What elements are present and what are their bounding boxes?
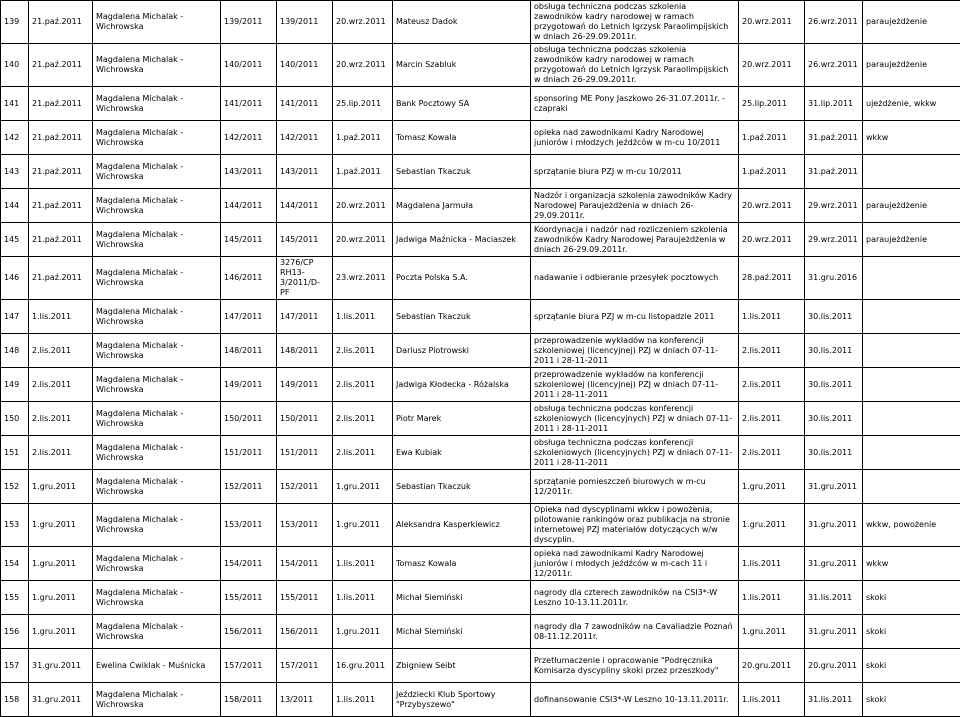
table-row bbox=[1, 470, 960, 504]
row-number-cell: 156 bbox=[1, 615, 29, 649]
valid-from-cell: 1.gru.2011 bbox=[739, 504, 805, 547]
contractor-cell: Mateusz Dadok bbox=[393, 1, 531, 44]
valid-from-cell: 1.gru.2011 bbox=[739, 470, 805, 504]
row-number-cell: 158 bbox=[1, 683, 29, 717]
valid-to-cell: 31.gru.2011 bbox=[805, 470, 863, 504]
document-number-cell: 153/2011 bbox=[277, 504, 333, 547]
subject-cell: Nadzór i organizacja szkolenia zawodników Kadry Narodowej Paraujeżdżenia w dniach 26-29.09.2011r. bbox=[531, 189, 739, 223]
document-date-cell: 1.paź.2011 bbox=[333, 121, 393, 155]
registered-by-cell: Magdalena Michalak - Wichrowska bbox=[93, 87, 221, 121]
valid-to-cell: 29.wrz.2011 bbox=[805, 223, 863, 257]
register-number-cell: 154/2011 bbox=[221, 547, 277, 581]
valid-to-cell: 30.lis.2011 bbox=[805, 334, 863, 368]
registered-by-cell: Ewelina Ćwiklak - Muśnicka bbox=[93, 649, 221, 683]
register-number-cell: 150/2011 bbox=[221, 402, 277, 436]
discipline-cell: skoki bbox=[863, 683, 960, 717]
subject-cell: przeprowadzenie wykładów na konferencji szkoleniowej (licencyjnej) PZJ w dniach 07-11-2011 i 28-11-2011 bbox=[531, 334, 739, 368]
valid-to-cell: 26.wrz.2011 bbox=[805, 1, 863, 44]
document-number-cell: 156/2011 bbox=[277, 615, 333, 649]
registered-by-cell: Magdalena Michalak - Wichrowska bbox=[93, 1, 221, 44]
table-row bbox=[1, 121, 960, 155]
valid-from-cell: 20.wrz.2011 bbox=[739, 1, 805, 44]
contractor-cell: Sebastian Tkaczuk bbox=[393, 155, 531, 189]
row-number-cell: 147 bbox=[1, 300, 29, 334]
row-number-cell: 144 bbox=[1, 189, 29, 223]
valid-to-cell: 31.paź.2011 bbox=[805, 121, 863, 155]
contractor-cell: Tomasz Kowala bbox=[393, 547, 531, 581]
valid-from-cell: 1.lis.2011 bbox=[739, 581, 805, 615]
registered-by-cell: Magdalena Michalak - Wichrowska bbox=[93, 470, 221, 504]
document-number-cell: 3276/CP RH13-3/2011/D-PF bbox=[277, 257, 333, 300]
row-number-cell: 148 bbox=[1, 334, 29, 368]
subject-cell: nadawanie i odbieranie przesyłek pocztowych bbox=[531, 257, 739, 300]
document-number-cell: 150/2011 bbox=[277, 402, 333, 436]
contractor-cell: Jeździecki Klub Sportowy "Przybyszewo" bbox=[393, 683, 531, 717]
document-number-cell: 151/2011 bbox=[277, 436, 333, 470]
valid-from-cell: 20.wrz.2011 bbox=[739, 44, 805, 87]
registered-by-cell: Magdalena Michalak - Wichrowska bbox=[93, 257, 221, 300]
valid-to-cell: 30.lis.2011 bbox=[805, 368, 863, 402]
row-number-cell: 143 bbox=[1, 155, 29, 189]
register-number-cell: 155/2011 bbox=[221, 581, 277, 615]
document-number-cell: 145/2011 bbox=[277, 223, 333, 257]
valid-from-cell: 20.wrz.2011 bbox=[739, 223, 805, 257]
valid-to-cell: 31.gru.2011 bbox=[805, 615, 863, 649]
discipline-cell: wkkw, powożenie bbox=[863, 504, 960, 547]
row-number-cell: 153 bbox=[1, 504, 29, 547]
discipline-cell: skoki bbox=[863, 581, 960, 615]
document-date-cell: 20.wrz.2011 bbox=[333, 223, 393, 257]
valid-to-cell: 30.lis.2011 bbox=[805, 300, 863, 334]
subject-cell: sprzątanie pomieszczeń biurowych w m-cu 12/2011r. bbox=[531, 470, 739, 504]
row-number-cell: 151 bbox=[1, 436, 29, 470]
register-number-cell: 146/2011 bbox=[221, 257, 277, 300]
document-number-cell: 140/2011 bbox=[277, 44, 333, 87]
valid-from-cell: 1.paź.2011 bbox=[739, 121, 805, 155]
register-number-cell: 147/2011 bbox=[221, 300, 277, 334]
entry-date-cell: 21.paź.2011 bbox=[29, 155, 93, 189]
table-row bbox=[1, 300, 960, 334]
valid-from-cell: 25.lip.2011 bbox=[739, 87, 805, 121]
valid-to-cell: 31.paź.2011 bbox=[805, 155, 863, 189]
register-number-cell: 158/2011 bbox=[221, 683, 277, 717]
valid-from-cell: 2.lis.2011 bbox=[739, 368, 805, 402]
contractor-cell: Dariusz Piotrowski bbox=[393, 334, 531, 368]
entry-date-cell: 21.paź.2011 bbox=[29, 189, 93, 223]
register-number-cell: 153/2011 bbox=[221, 504, 277, 547]
register-number-cell: 156/2011 bbox=[221, 615, 277, 649]
table-row bbox=[1, 44, 960, 87]
table-body bbox=[1, 1, 960, 717]
entry-date-cell: 1.lis.2011 bbox=[29, 300, 93, 334]
valid-to-cell: 31.gru.2011 bbox=[805, 504, 863, 547]
register-number-cell: 145/2011 bbox=[221, 223, 277, 257]
discipline-cell bbox=[863, 257, 960, 300]
discipline-cell: skoki bbox=[863, 649, 960, 683]
valid-to-cell: 31.lip.2011 bbox=[805, 87, 863, 121]
table-row bbox=[1, 615, 960, 649]
table-row bbox=[1, 504, 960, 547]
row-number-cell: 146 bbox=[1, 257, 29, 300]
document-number-cell: 141/2011 bbox=[277, 87, 333, 121]
registered-by-cell: Magdalena Michalak - Wichrowska bbox=[93, 44, 221, 87]
document-date-cell: 1.gru.2011 bbox=[333, 615, 393, 649]
subject-cell: sprzątanie biura PZJ w m-cu 10/2011 bbox=[531, 155, 739, 189]
contractor-cell: Sebastian Tkaczuk bbox=[393, 470, 531, 504]
table-row bbox=[1, 334, 960, 368]
register-number-cell: 139/2011 bbox=[221, 1, 277, 44]
subject-cell: Przetłumaczenie i opracowanie "Podręcznika Komisarza dyscypliny skoki przez przeszkody" bbox=[531, 649, 739, 683]
valid-from-cell: 20.wrz.2011 bbox=[739, 189, 805, 223]
register-number-cell: 157/2011 bbox=[221, 649, 277, 683]
document-date-cell: 20.wrz.2011 bbox=[333, 189, 393, 223]
document-date-cell: 1.gru.2011 bbox=[333, 470, 393, 504]
subject-cell: nagrody dla 7 zawodników na Cavaliadzie Poznań 08-11.12.2011r. bbox=[531, 615, 739, 649]
registered-by-cell: Magdalena Michalak - Wichrowska bbox=[93, 402, 221, 436]
registered-by-cell: Magdalena Michalak - Wichrowska bbox=[93, 223, 221, 257]
register-number-cell: 144/2011 bbox=[221, 189, 277, 223]
registered-by-cell: Magdalena Michalak - Wichrowska bbox=[93, 334, 221, 368]
entry-date-cell: 2.lis.2011 bbox=[29, 402, 93, 436]
document-number-cell: 139/2011 bbox=[277, 1, 333, 44]
contractor-cell: Zbigniew Seibt bbox=[393, 649, 531, 683]
registered-by-cell: Magdalena Michalak - Wichrowska bbox=[93, 683, 221, 717]
register-number-cell: 152/2011 bbox=[221, 470, 277, 504]
subject-cell: obsługa techniczna podczas konferencji szkoleniowych (licencyjnych) PZJ w dniach 07-11-2011 i 28-11-2011 bbox=[531, 402, 739, 436]
discipline-cell bbox=[863, 300, 960, 334]
row-number-cell: 155 bbox=[1, 581, 29, 615]
table-row bbox=[1, 257, 960, 300]
row-number-cell: 149 bbox=[1, 368, 29, 402]
registered-by-cell: Magdalena Michalak - Wichrowska bbox=[93, 368, 221, 402]
document-date-cell: 23.wrz.2011 bbox=[333, 257, 393, 300]
document-date-cell: 1.paź.2011 bbox=[333, 155, 393, 189]
contractor-cell: Ewa Kubiak bbox=[393, 436, 531, 470]
subject-cell: opieka nad zawodnikami Kadry Narodowej juniorów i młodych jeźdźców w m-cach 11 i 12/2011r. bbox=[531, 547, 739, 581]
valid-from-cell: 2.lis.2011 bbox=[739, 402, 805, 436]
row-number-cell: 157 bbox=[1, 649, 29, 683]
table-row bbox=[1, 87, 960, 121]
valid-to-cell: 31.lis.2011 bbox=[805, 683, 863, 717]
valid-to-cell: 26.wrz.2011 bbox=[805, 44, 863, 87]
contractor-cell: Michał Siemiński bbox=[393, 581, 531, 615]
valid-to-cell: 31.gru.2011 bbox=[805, 547, 863, 581]
registered-by-cell: Magdalena Michalak - Wichrowska bbox=[93, 581, 221, 615]
table-row bbox=[1, 547, 960, 581]
row-number-cell: 154 bbox=[1, 547, 29, 581]
contractor-cell: Magdalena Jarmuła bbox=[393, 189, 531, 223]
document-date-cell: 16.gru.2011 bbox=[333, 649, 393, 683]
valid-from-cell: 1.lis.2011 bbox=[739, 300, 805, 334]
valid-from-cell: 1.lis.2011 bbox=[739, 683, 805, 717]
document-number-cell: 144/2011 bbox=[277, 189, 333, 223]
entry-date-cell: 31.gru.2011 bbox=[29, 649, 93, 683]
table-row bbox=[1, 368, 960, 402]
table-row bbox=[1, 1, 960, 44]
entry-date-cell: 1.gru.2011 bbox=[29, 547, 93, 581]
valid-to-cell: 29.wrz.2011 bbox=[805, 189, 863, 223]
contractor-cell: Jadwiga Maźnicka - Maciaszek bbox=[393, 223, 531, 257]
contractor-cell: Marcin Szabluk bbox=[393, 44, 531, 87]
entry-date-cell: 2.lis.2011 bbox=[29, 334, 93, 368]
document-number-cell: 143/2011 bbox=[277, 155, 333, 189]
document-date-cell: 2.lis.2011 bbox=[333, 368, 393, 402]
subject-cell: Koordynacja i nadzór nad rozliczeniem szkolenia zawodników Kadry Narodowej Paraujeżdżenia w dniach 26-29.09.2011r. bbox=[531, 223, 739, 257]
document-date-cell: 2.lis.2011 bbox=[333, 436, 393, 470]
table-row bbox=[1, 155, 960, 189]
registered-by-cell: Magdalena Michalak - Wichrowska bbox=[93, 436, 221, 470]
row-number-cell: 150 bbox=[1, 402, 29, 436]
table-row bbox=[1, 436, 960, 470]
valid-from-cell: 2.lis.2011 bbox=[739, 334, 805, 368]
subject-cell: obsługa techniczna podczas konferencji szkoleniowych (licencyjnych) PZJ w dniach 07-11-2011 i 28-11-2011 bbox=[531, 436, 739, 470]
registered-by-cell: Magdalena Michalak - Wichrowska bbox=[93, 504, 221, 547]
document-number-cell: 142/2011 bbox=[277, 121, 333, 155]
entry-date-cell: 1.gru.2011 bbox=[29, 470, 93, 504]
registered-by-cell: Magdalena Michalak - Wichrowska bbox=[93, 300, 221, 334]
subject-cell: dofinansowanie CSI3*-W Leszno 10-13.11.2011r. bbox=[531, 683, 739, 717]
subject-cell: sprzątanie biura PZJ w m-cu listopadzie 2011 bbox=[531, 300, 739, 334]
valid-from-cell: 2.lis.2011 bbox=[739, 436, 805, 470]
valid-to-cell: 30.lis.2011 bbox=[805, 402, 863, 436]
discipline-cell bbox=[863, 402, 960, 436]
document-date-cell: 1.lis.2011 bbox=[333, 300, 393, 334]
discipline-cell bbox=[863, 368, 960, 402]
entry-date-cell: 21.paź.2011 bbox=[29, 121, 93, 155]
document-date-cell: 2.lis.2011 bbox=[333, 402, 393, 436]
document-date-cell: 1.lis.2011 bbox=[333, 547, 393, 581]
valid-to-cell: 20.gru.2011 bbox=[805, 649, 863, 683]
registered-by-cell: Magdalena Michalak - Wichrowska bbox=[93, 615, 221, 649]
entry-date-cell: 2.lis.2011 bbox=[29, 436, 93, 470]
register-number-cell: 143/2011 bbox=[221, 155, 277, 189]
discipline-cell bbox=[863, 470, 960, 504]
document-number-cell: 147/2011 bbox=[277, 300, 333, 334]
entry-date-cell: 21.paź.2011 bbox=[29, 223, 93, 257]
subject-cell: opieka nad zawodnikami Kadry Narodowej juniorów i młodzych jeźdźców w m-cu 10/2011 bbox=[531, 121, 739, 155]
entry-date-cell: 1.gru.2011 bbox=[29, 581, 93, 615]
discipline-cell bbox=[863, 436, 960, 470]
discipline-cell: paraujeżdżenie bbox=[863, 44, 960, 87]
valid-to-cell: 30.lis.2011 bbox=[805, 436, 863, 470]
table-row bbox=[1, 581, 960, 615]
table-row bbox=[1, 223, 960, 257]
valid-from-cell: 20.gru.2011 bbox=[739, 649, 805, 683]
valid-from-cell: 1.gru.2011 bbox=[739, 615, 805, 649]
contractor-cell: Sebastian Tkaczuk bbox=[393, 300, 531, 334]
row-number-cell: 142 bbox=[1, 121, 29, 155]
row-number-cell: 145 bbox=[1, 223, 29, 257]
entry-date-cell: 2.lis.2011 bbox=[29, 368, 93, 402]
discipline-cell: wkkw bbox=[863, 121, 960, 155]
contractor-cell: Tomasz Kowala bbox=[393, 121, 531, 155]
discipline-cell: paraujeżdżenie bbox=[863, 1, 960, 44]
document-date-cell: 20.wrz.2011 bbox=[333, 1, 393, 44]
document-number-cell: 155/2011 bbox=[277, 581, 333, 615]
register-number-cell: 142/2011 bbox=[221, 121, 277, 155]
document-date-cell: 20.wrz.2011 bbox=[333, 44, 393, 87]
document-date-cell: 1.gru.2011 bbox=[333, 504, 393, 547]
valid-from-cell: 28.paź.2011 bbox=[739, 257, 805, 300]
entry-date-cell: 1.gru.2011 bbox=[29, 615, 93, 649]
table-row bbox=[1, 402, 960, 436]
entry-date-cell: 31.gru.2011 bbox=[29, 683, 93, 717]
contractor-cell: Piotr Marek bbox=[393, 402, 531, 436]
document-number-cell: 13/2011 bbox=[277, 683, 333, 717]
registered-by-cell: Magdalena Michalak - Wichrowska bbox=[93, 547, 221, 581]
table-row bbox=[1, 683, 960, 717]
document-number-cell: 157/2011 bbox=[277, 649, 333, 683]
row-number-cell: 141 bbox=[1, 87, 29, 121]
subject-cell: obsługa techniczna podczas szkolenia zawodników kadry narodowej w ramach przygotowań do Letnich Igrzysk Paraolimpijskich w dniach 26-29.09.2011r. bbox=[531, 1, 739, 44]
entry-date-cell: 21.paź.2011 bbox=[29, 1, 93, 44]
discipline-cell: skoki bbox=[863, 615, 960, 649]
document-number-cell: 154/2011 bbox=[277, 547, 333, 581]
subject-cell: sponsoring ME Pony Jaszkowo 26-31.07.2011r. - czapraki bbox=[531, 87, 739, 121]
contractor-cell: Poczta Polska S.A. bbox=[393, 257, 531, 300]
register-number-cell: 149/2011 bbox=[221, 368, 277, 402]
valid-from-cell: 1.lis.2011 bbox=[739, 547, 805, 581]
table-row bbox=[1, 189, 960, 223]
registered-by-cell: Magdalena Michalak - Wichrowska bbox=[93, 121, 221, 155]
row-number-cell: 140 bbox=[1, 44, 29, 87]
table-row bbox=[1, 649, 960, 683]
document-number-cell: 152/2011 bbox=[277, 470, 333, 504]
registered-by-cell: Magdalena Michalak - Wichrowska bbox=[93, 189, 221, 223]
discipline-cell: ujeżdżenie, wkkw bbox=[863, 87, 960, 121]
register-number-cell: 141/2011 bbox=[221, 87, 277, 121]
entry-date-cell: 21.paź.2011 bbox=[29, 87, 93, 121]
register-number-cell: 151/2011 bbox=[221, 436, 277, 470]
register-number-cell: 140/2011 bbox=[221, 44, 277, 87]
document-date-cell: 1.lis.2011 bbox=[333, 683, 393, 717]
valid-to-cell: 31.lis.2011 bbox=[805, 581, 863, 615]
document-number-cell: 149/2011 bbox=[277, 368, 333, 402]
document-date-cell: 1.lis.2011 bbox=[333, 581, 393, 615]
subject-cell: przeprowadzenie wykładów na konferencji szkoleniowej (licencyjnej) PZJ w dniach 07-11-2011 i 28-11-2011 bbox=[531, 368, 739, 402]
discipline-cell bbox=[863, 155, 960, 189]
register-number-cell: 148/2011 bbox=[221, 334, 277, 368]
discipline-cell: paraujeżdżenie bbox=[863, 189, 960, 223]
row-number-cell: 152 bbox=[1, 470, 29, 504]
document-date-cell: 25.lip.2011 bbox=[333, 87, 393, 121]
document-date-cell: 2.lis.2011 bbox=[333, 334, 393, 368]
contractor-cell: Michał Siemiński bbox=[393, 615, 531, 649]
registered-by-cell: Magdalena Michalak - Wichrowska bbox=[93, 155, 221, 189]
discipline-cell: paraujeżdżenie bbox=[863, 223, 960, 257]
valid-to-cell: 31.gru.2016 bbox=[805, 257, 863, 300]
subject-cell: nagrody dla czterech zawodników na CSI3*-W Leszno 10-13.11.2011r. bbox=[531, 581, 739, 615]
contractor-cell: Bank Pocztowy SA bbox=[393, 87, 531, 121]
contractor-cell: Aleksandra Kasperkiewicz bbox=[393, 504, 531, 547]
contractor-cell: Jadwiga Kłodecka - Różalska bbox=[393, 368, 531, 402]
entry-date-cell: 1.gru.2011 bbox=[29, 504, 93, 547]
subject-cell: obsługa techniczna podczas szkolenia zawodników kadry narodowej w ramach przygotowań do Letnich Igrzysk Paraolimpijskich w dniach 26-29.09.2011r. bbox=[531, 44, 739, 87]
discipline-cell bbox=[863, 334, 960, 368]
entry-date-cell: 21.paź.2011 bbox=[29, 44, 93, 87]
discipline-cell: wkkw bbox=[863, 547, 960, 581]
subject-cell: Opieka nad dyscyplinami wkkw i powożenia, pilotowanie rankingów oraz publikacja na stronie internetowej PZJ materiałów dotyczących w/w dyscyplin. bbox=[531, 504, 739, 547]
row-number-cell: 139 bbox=[1, 1, 29, 44]
entry-date-cell: 21.paź.2011 bbox=[29, 257, 93, 300]
document-number-cell: 148/2011 bbox=[277, 334, 333, 368]
valid-from-cell: 1.paź.2011 bbox=[739, 155, 805, 189]
